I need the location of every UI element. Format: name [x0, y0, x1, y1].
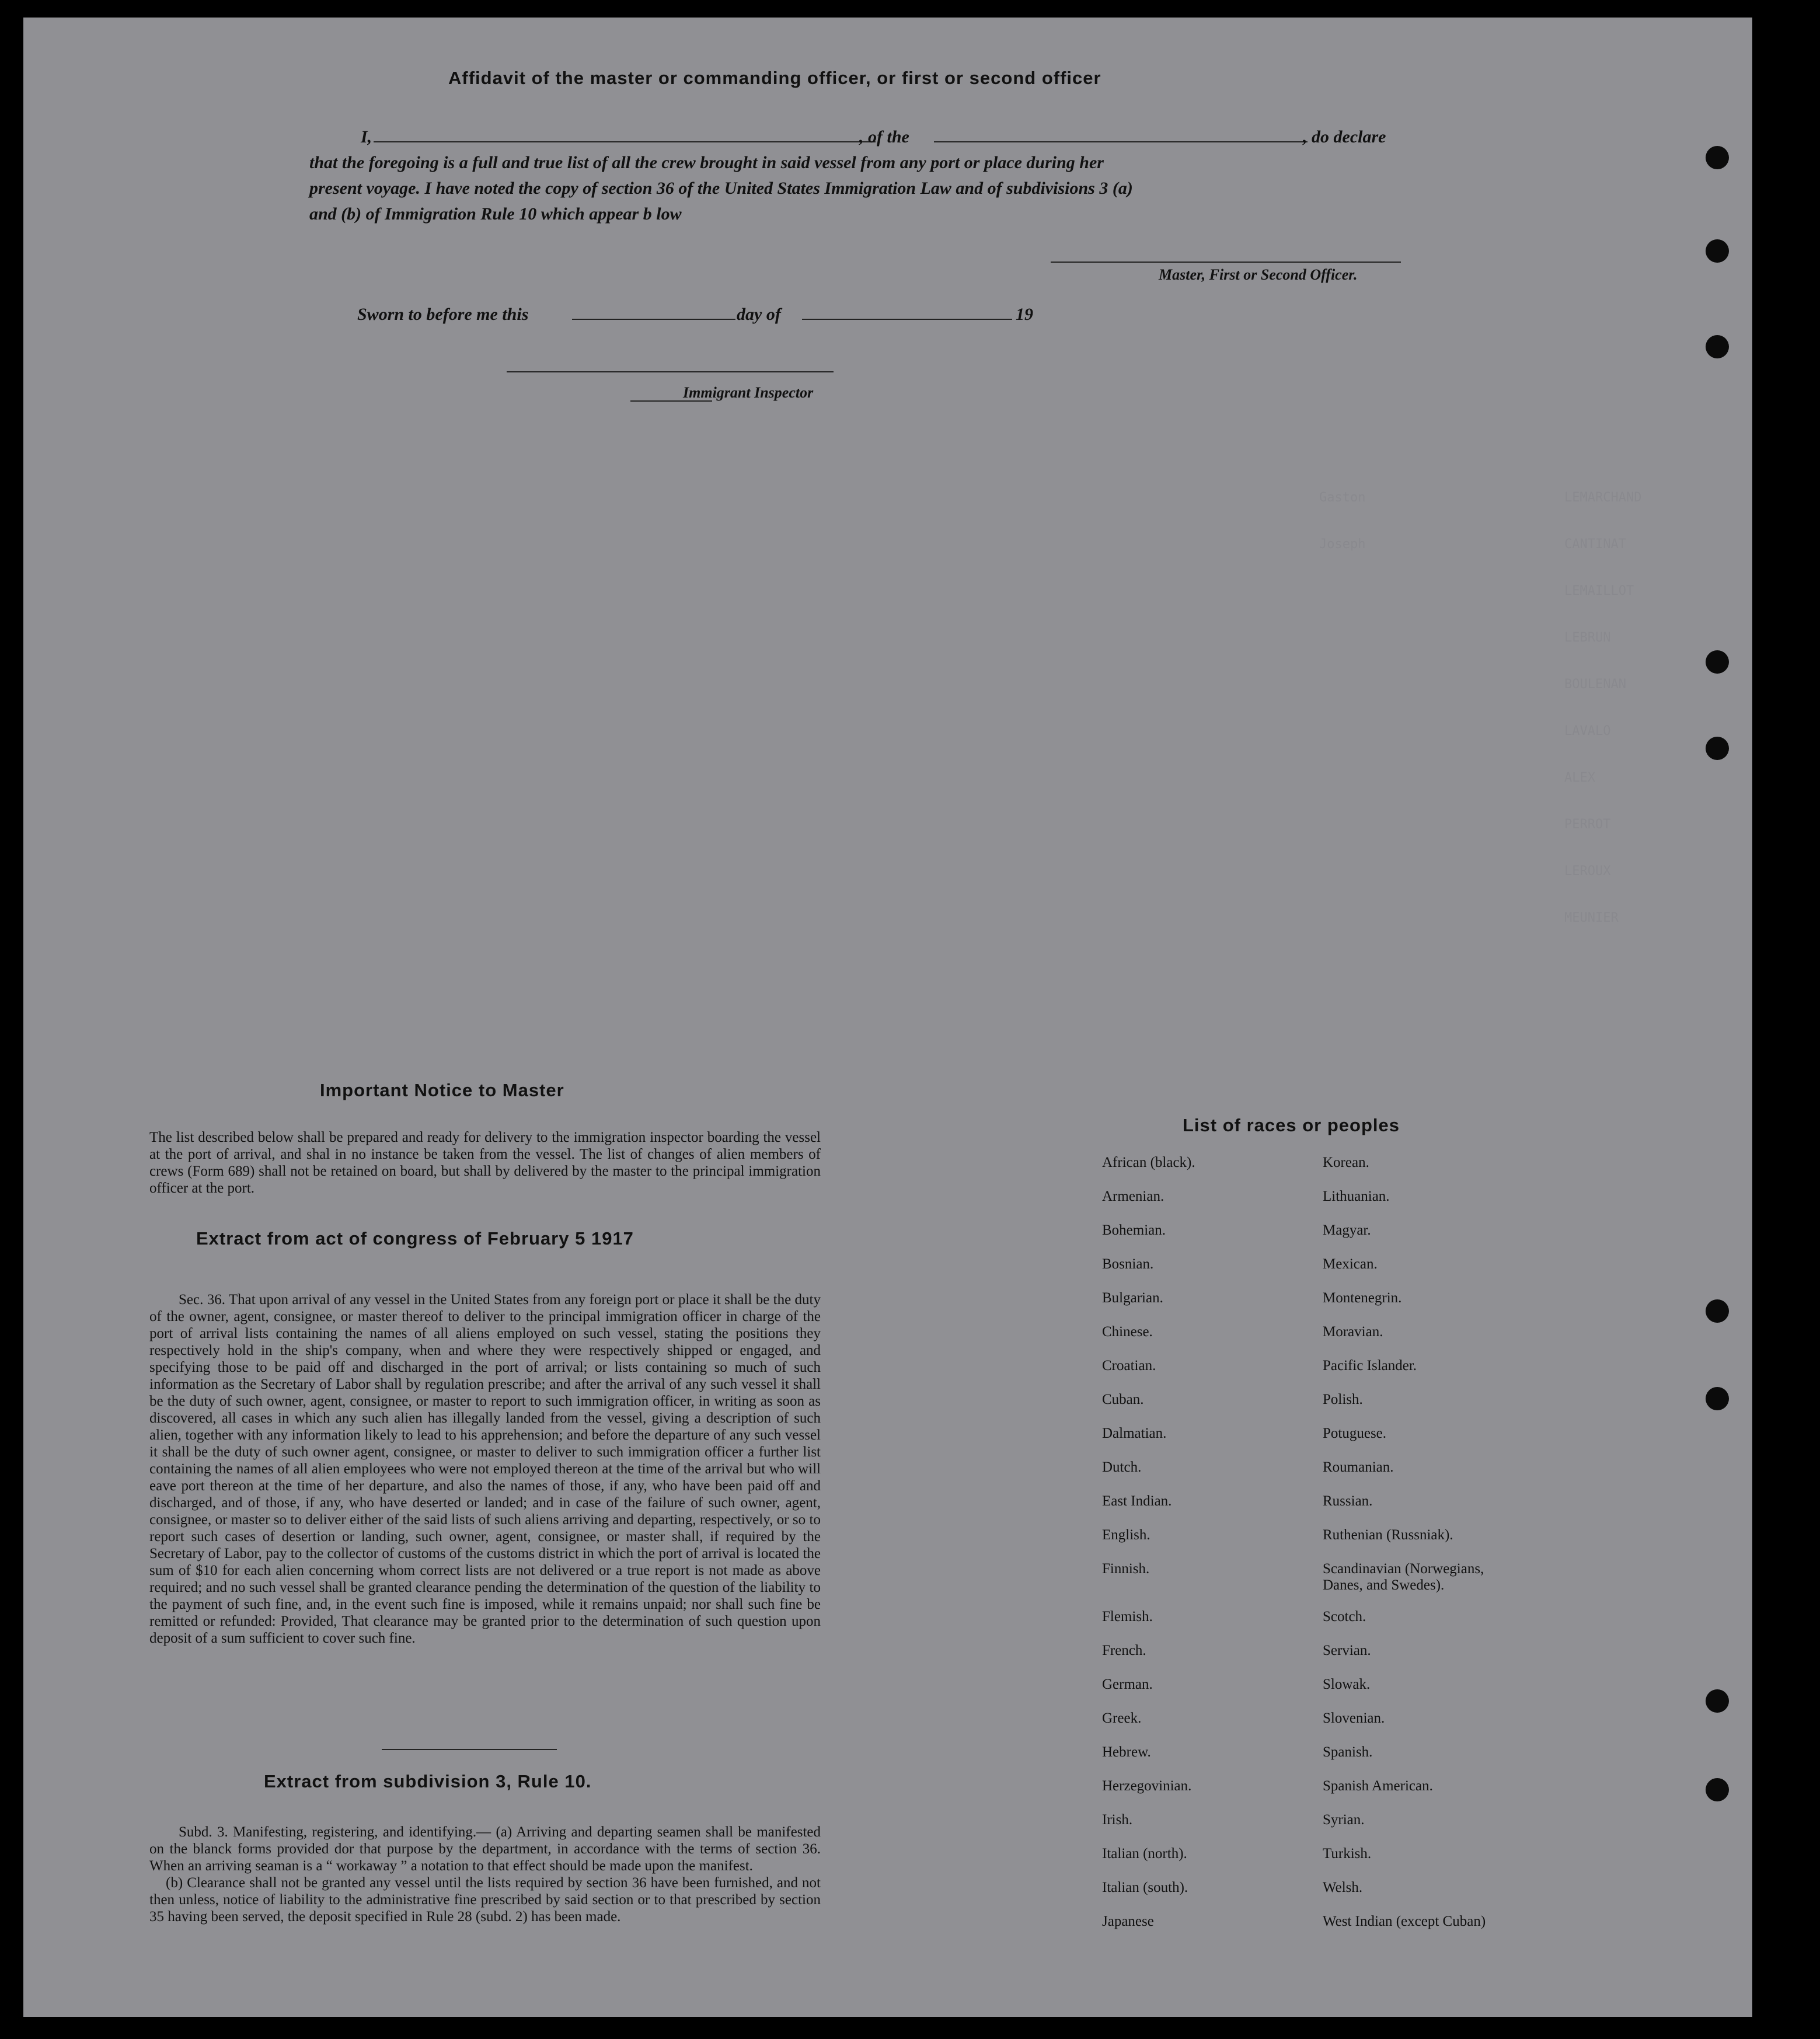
extract2-subd-a: Subd. 3. Manifesting, registering, and identifying.— (a) Arriving and departing seamen shall be manifested on the blanck forms provided dor that purpose by the department, in accordance with the terms of section 36. When an arriving seaman is a “ workaway ” a notation to that effect should be made upon the manifest.	[149, 1824, 821, 1874]
bleed-through-text: Joseph	[1319, 537, 1366, 552]
bleed-through-text: BOULENAN	[1564, 677, 1626, 692]
race-item: German.	[1102, 1676, 1153, 1692]
extract2-title: Extract from subdivision 3, Rule 10.	[264, 1771, 592, 1791]
inspector-label: Immigrant Inspector	[683, 384, 814, 401]
bleed-through-text: ALEX	[1564, 771, 1595, 785]
binder-hole	[1706, 1689, 1729, 1713]
race-item: Turkish.	[1323, 1846, 1372, 1862]
race-item: Bohemian.	[1102, 1222, 1166, 1238]
race-item: African (black).	[1102, 1155, 1195, 1170]
bleed-through-text: LEROUX	[1564, 864, 1611, 879]
race-item: Cuban.	[1102, 1392, 1144, 1407]
race-item: Mexican.	[1323, 1256, 1378, 1272]
race-item: Montenegrin.	[1323, 1290, 1402, 1306]
affidavit-text-line: and (b) of Immigration Rule 10 which appear b low	[309, 204, 682, 224]
race-item: Italian (north).	[1102, 1846, 1187, 1862]
race-item: Roumanian.	[1323, 1459, 1394, 1475]
race-item: Spanish.	[1323, 1744, 1373, 1760]
race-item: Scotch.	[1323, 1609, 1366, 1625]
race-item: Korean.	[1323, 1155, 1369, 1170]
binder-hole	[1706, 1299, 1729, 1323]
year-label: 19	[1016, 305, 1033, 324]
binder-hole	[1706, 335, 1729, 358]
sworn-label: Sworn to before me this	[357, 305, 529, 324]
race-item: Moravian.	[1323, 1324, 1383, 1340]
extract2-subd-b: (b) Clearance shall not be granted any vessel until the lists required by section 36 have been furnished, and not then unless, notice of liability to the administrative fine prescribed by said section or to that prescribed by section 35 having been served, the deposit specified in Rule 28 (subd. 2) has been made.	[149, 1875, 821, 1925]
extract1-title: Extract from act of congress of February 5 1917	[196, 1228, 634, 1249]
race-item: Slovenian.	[1323, 1710, 1385, 1726]
race-item: Greek.	[1102, 1710, 1142, 1726]
inspector-signature-line	[507, 371, 834, 372]
notice-title: Important Notice to Master	[320, 1080, 564, 1100]
race-item: Slowak.	[1323, 1676, 1371, 1692]
race-item: Japanese	[1102, 1913, 1154, 1929]
race-item: East Indian.	[1102, 1493, 1172, 1509]
race-item: Russian.	[1323, 1493, 1373, 1509]
race-item: Servian.	[1323, 1643, 1371, 1658]
race-item: Scandinavian (Norwegians, Danes, and Swedes).	[1323, 1561, 1484, 1593]
signature-label: Master, First or Second Officer.	[1159, 266, 1358, 283]
bleed-through-text: Gaston	[1319, 490, 1366, 505]
bleed-through-text: LAVALO	[1564, 724, 1611, 738]
race-item: Spanish American.	[1323, 1778, 1433, 1794]
name-blank-line	[374, 141, 876, 142]
race-item: Ruthenian (Russniak).	[1323, 1527, 1453, 1543]
race-item: Pacific Islander.	[1323, 1358, 1417, 1374]
race-item: Irish.	[1102, 1812, 1133, 1828]
binder-hole	[1706, 650, 1729, 674]
race-item: Croatian.	[1102, 1358, 1156, 1374]
race-item: Herzegovinian.	[1102, 1778, 1192, 1794]
binder-hole	[1706, 146, 1729, 169]
day-of-label: day of	[737, 305, 781, 324]
binder-hole	[1706, 1778, 1729, 1801]
binder-hole	[1706, 239, 1729, 263]
race-item: Hebrew.	[1102, 1744, 1151, 1760]
race-item: Bulgarian.	[1102, 1290, 1163, 1306]
race-item: Welsh.	[1323, 1880, 1363, 1895]
bleed-through-text: MEUNIER	[1564, 911, 1619, 925]
affidavit-title: Affidavit of the master or commanding officer, or first or second officer	[448, 68, 1101, 88]
extract2-text	[149, 1824, 821, 1925]
race-item: Magyar.	[1323, 1222, 1371, 1238]
binder-hole	[1706, 1387, 1729, 1410]
races-title: List of races or peoples	[1183, 1115, 1400, 1135]
binder-hole	[1706, 737, 1729, 760]
race-item: Lithuanian.	[1323, 1188, 1390, 1204]
race-item: Dalmatian.	[1102, 1425, 1167, 1441]
race-item: English.	[1102, 1527, 1150, 1543]
declare-label: , do declare	[1303, 127, 1386, 147]
bleed-through-text: CANTINAT	[1564, 537, 1626, 552]
vessel-blank-line	[934, 141, 1308, 142]
sworn-month-line	[802, 319, 1012, 320]
affidavit-text-line: present voyage. I have noted the copy of section 36 of the United States Immigration Law and of subdivisions 3 (a)	[309, 179, 1133, 198]
document-page	[23, 18, 1752, 2017]
bleed-through-text: LEBRUN	[1564, 630, 1611, 645]
notice-text: The list described below shall be prepared and ready for delivery to the immigration inspector boarding the vessel at the port of arrival, and shal in no instance be taken from the vessel. The list of changes of alien members of crews (Form 689) shall not be retained on board, but shall by delivered by the master to the principal immigration officer at the port.	[149, 1130, 821, 1196]
race-item: Italian (south).	[1102, 1880, 1188, 1895]
affidavit-i-label: I,	[361, 127, 372, 147]
bleed-through-text: LEMAILLOT	[1564, 584, 1634, 598]
of-the-label: , of the	[859, 127, 909, 147]
bleed-through-text: LEMARCHAND	[1564, 490, 1642, 505]
race-item: French.	[1102, 1643, 1146, 1658]
race-item: Finnish.	[1102, 1561, 1150, 1577]
affidavit-text-line: that the foregoing is a full and true list of all the crew brought in said vessel from any port or place during her	[309, 153, 1104, 172]
sworn-day-line	[572, 319, 735, 320]
race-item: Dutch.	[1102, 1459, 1142, 1475]
race-item: Chinese.	[1102, 1324, 1153, 1340]
race-item: Bosnian.	[1102, 1256, 1154, 1272]
bleed-through-text: PERROT	[1564, 817, 1611, 832]
race-item: Syrian.	[1323, 1812, 1365, 1828]
race-item: Armenian.	[1102, 1188, 1164, 1204]
race-item: Polish.	[1323, 1392, 1363, 1407]
race-item: Potuguese.	[1323, 1425, 1387, 1441]
race-item: Flemish.	[1102, 1609, 1153, 1625]
race-item: West Indian (except Cuban)	[1323, 1913, 1486, 1929]
section-divider-line	[382, 1749, 557, 1750]
signature-line	[1051, 262, 1401, 263]
extract1-text: Sec. 36. That upon arrival of any vessel in the United States from any foreign port or place it shall be the duty of the owner, agent, consignee, or master thereof to deliver to the principal immigration officer in charge of the port of arrival lists containing the names of all aliens employed on such vessel, stating the positions they respectively hold in the ship's company, when and where they were respectively shipped or engaged, and specifying those to be paid off and discharged in the port of arrival; or lists containing so much of such information as the Secretary of Labor shall by regulation prescribe; and after the arrival of any such vessel it shall be the duty of such owner, agent, consignee, or master to report to such immigration officer, in writing as soon as discovered, all cases in which any such alien has illegally landed from the vessel, giving a description of such alien, together with any information likely to lead to his apprehension; and before the departure of any such vessel it shall be the duty of such owner agent, consignee, or master to deliver to such immigration officer a further list containing the names of all alien employees who were not employed thereon at the time of the arrival but who will eave port thereon at the time of her departure, and also the names of those, if any, who have been paid off and discharged, and of those, if any, who have deserted or landed; and in case of the failure of such owner, agent, consignee, or master so to deliver either of the said lists of such aliens arriving and departing, respectively, or so to report such cases of desertion or landing, such owner, agent, consignee, or master shall, if required by the Secretary of Labor, pay to the collector of customs of the customs district in which the port of arrival is located the sum of $10 for each alien concerning whom correct lists are not delivered or a true report is not made as above required; and no such vessel shall be granted clearance pending the determination of the question of the liability to the payment of such fine, and, in the event such fine is imposed, while it remains unpaid; nor shall such fine be remitted or refunded: Provided, That clearance may be granted prior to the determination of such question upon deposit of a sum sufficient to cover such fine.	[149, 1292, 821, 1646]
